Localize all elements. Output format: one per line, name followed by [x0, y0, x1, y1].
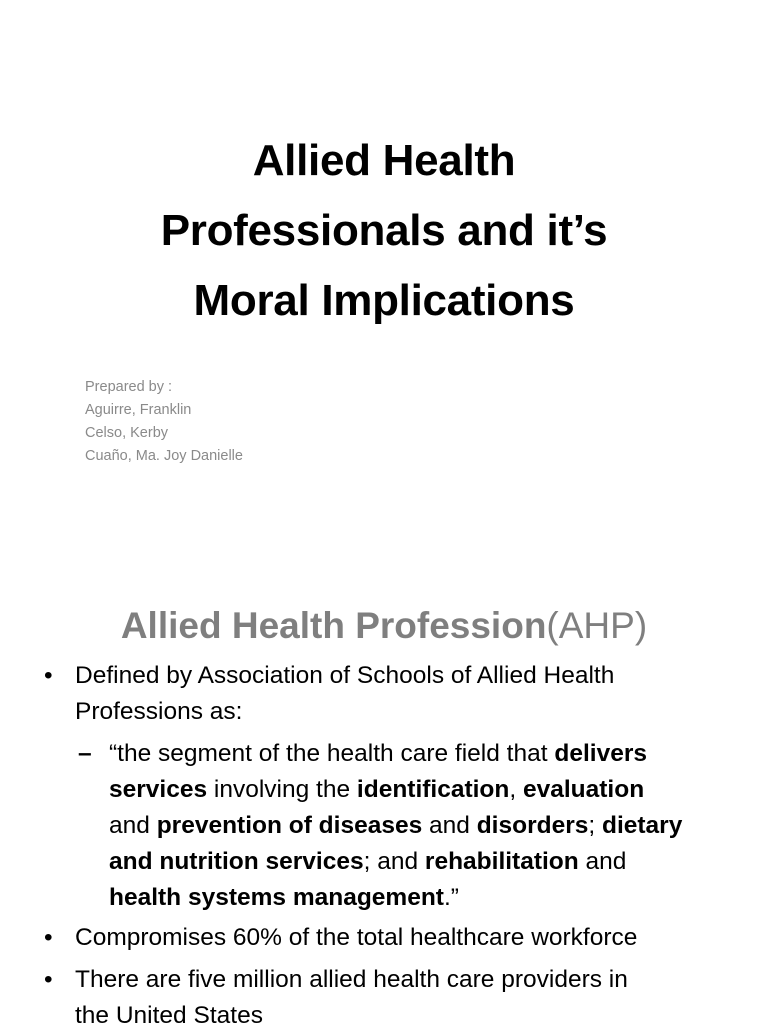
heading-bold: Allied Health Profession — [120, 605, 547, 646]
prepared-by-label: Prepared by : — [85, 379, 173, 395]
quote-fragment: involving the — [207, 776, 357, 803]
quote-emphasis: rehabilitation — [424, 848, 579, 875]
quote-line — [109, 772, 749, 808]
quote-line — [109, 736, 749, 772]
quote-fragment: and — [422, 812, 477, 839]
quote-fragment: and — [109, 812, 157, 839]
bullet-marker: • — [44, 662, 53, 689]
quote-line — [109, 844, 749, 880]
quote-fragment: and — [578, 848, 627, 875]
author-name: Cuaño, Ma. Joy Danielle — [85, 448, 243, 464]
quote-emphasis: disorders — [476, 812, 589, 839]
quote-emphasis: health systems management — [109, 884, 444, 911]
bullet-line: Defined by Association of Schools of Allied Health — [75, 662, 615, 689]
bullet-marker: • — [44, 924, 53, 951]
title-line-3: Moral Implications — [193, 276, 575, 325]
heading-suffix: (AHP) — [546, 605, 648, 646]
prepared-by-block — [85, 376, 243, 468]
title-line-2: Professionals and it’s — [160, 206, 608, 255]
quote-line — [109, 880, 749, 916]
quote-emphasis: evaluation — [523, 776, 645, 803]
bullet-text — [75, 920, 735, 956]
quote-emphasis: and nutrition services — [109, 848, 364, 875]
quote-fragment: , — [509, 776, 523, 803]
quote-emphasis: identification — [356, 776, 510, 803]
quote-fragment: ; and — [363, 848, 425, 875]
quote-line — [109, 808, 749, 844]
slide-heading — [0, 598, 768, 654]
author-name: Aguirre, Franklin — [85, 402, 192, 418]
quote-fragment: ; — [588, 812, 602, 839]
bullet-line: There are five million allied health care providers in — [75, 966, 628, 993]
author-name: Celso, Kerby — [85, 425, 169, 441]
quote-text — [109, 736, 749, 916]
quote-emphasis: services — [109, 776, 208, 803]
quote-emphasis: prevention of diseases — [156, 812, 423, 839]
quote-fragment: “the segment of the health care field that — [109, 740, 555, 767]
quote-emphasis: dietary — [601, 812, 683, 839]
bullet-marker: • — [44, 966, 53, 993]
title-line-1: Allied Health — [252, 136, 516, 185]
dash-marker: – — [78, 740, 92, 767]
quote-fragment: .” — [443, 884, 459, 911]
slide-title — [84, 126, 684, 336]
bullet-text — [75, 962, 735, 1034]
bullet-line: the United States — [75, 1002, 263, 1029]
quote-emphasis: delivers — [554, 740, 647, 767]
bullet-text — [75, 658, 735, 730]
bullet-line: Compromises 60% of the total healthcare workforce — [75, 924, 638, 951]
bullet-line: Professions as: — [75, 698, 243, 725]
